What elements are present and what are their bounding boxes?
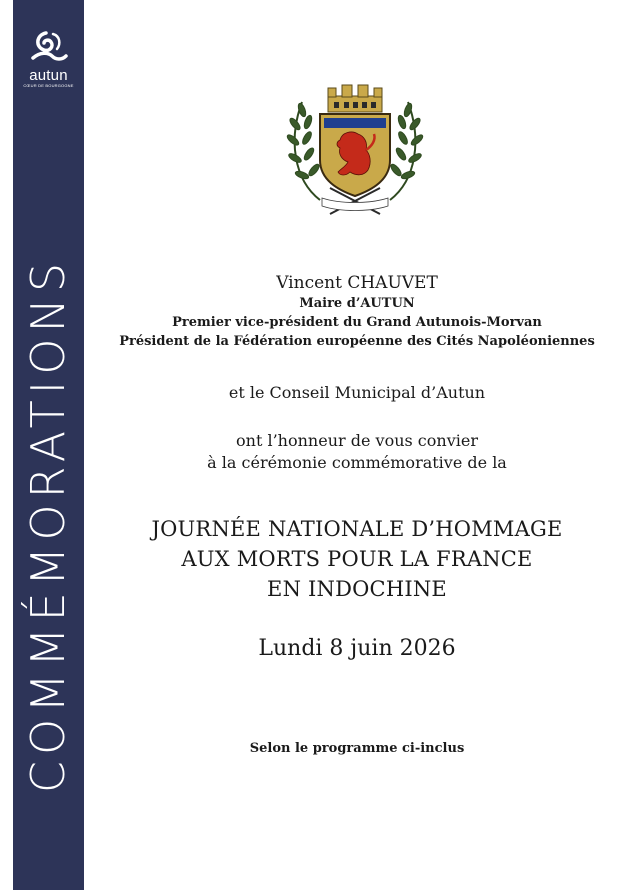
laurel-right xyxy=(389,102,424,200)
invitation-line: à la cérémonie commémorative de la xyxy=(207,453,507,472)
invitation-line: ont l’honneur de vous convier xyxy=(236,431,478,450)
invitation-text xyxy=(85,430,629,474)
logo-tagline: CŒUR DE BOURGOGNE xyxy=(23,83,74,88)
vertical-title: COMMÉMORATIONS xyxy=(21,256,75,794)
ceremony-date: Lundi 8 juin 2026 xyxy=(258,636,456,661)
ceremony-title-line: JOURNÉE NATIONALE D’HOMMAGE xyxy=(151,517,563,541)
autun-wave-icon xyxy=(30,30,68,66)
coat-of-arms-icon xyxy=(280,80,430,220)
laurel-left xyxy=(286,102,321,200)
program-note: Selon le programme ci-inclus xyxy=(249,741,465,756)
mayor-title: Maire d’AUTUN xyxy=(299,296,415,311)
issuer-block xyxy=(85,272,629,351)
side-band xyxy=(13,0,84,890)
ceremony-title-line: EN INDOCHINE xyxy=(267,577,447,601)
mayor-name: Vincent CHAUVET xyxy=(276,273,438,293)
logo-name: autun xyxy=(29,67,68,84)
federation-president-title: Président de la Fédération européenne des Cités Napoléoniennes xyxy=(119,334,595,349)
council-line: et le Conseil Municipal d’Autun xyxy=(228,383,486,402)
autun-logo xyxy=(13,30,84,89)
mural-crown xyxy=(328,85,382,112)
ceremony-title xyxy=(85,514,629,604)
ceremony-title-line: AUX MORTS POUR LA FRANCE xyxy=(181,547,533,571)
vice-president-title: Premier vice-président du Grand Autunois-Morvan xyxy=(172,315,542,330)
